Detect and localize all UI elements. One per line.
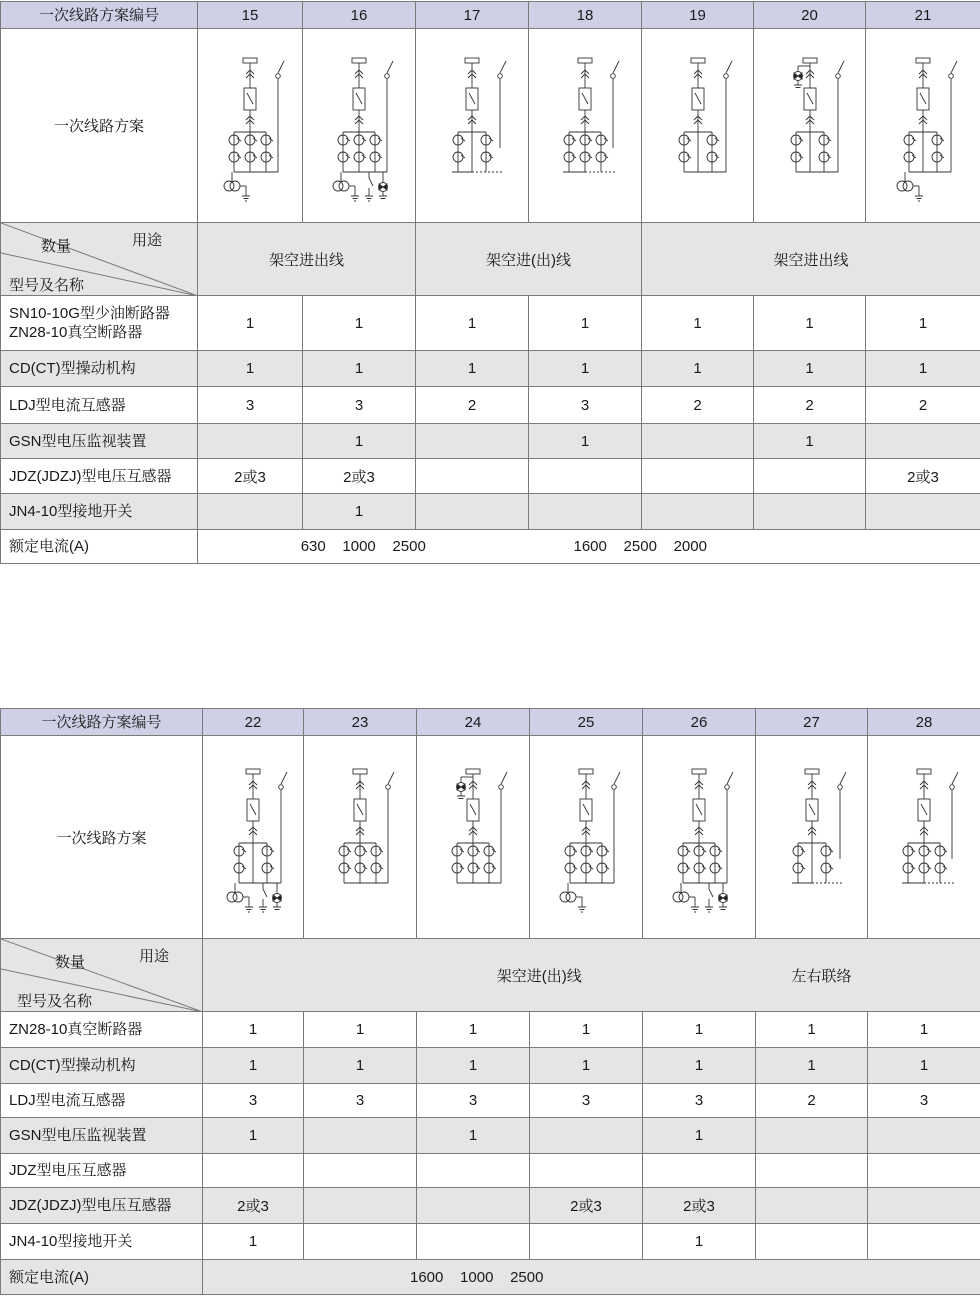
cell-value <box>866 494 980 530</box>
switch-blade-icon <box>952 772 958 784</box>
circuit-diagram-23 <box>304 736 417 939</box>
cell-value <box>756 1154 868 1188</box>
ground-icon <box>273 907 281 910</box>
header-label: 一次线路方案编号 <box>1 709 203 736</box>
cell-value <box>868 1224 980 1260</box>
row-name: SN10-10G型少油断路器 ZN28-10真空断路器 <box>1 296 198 351</box>
table-row <box>1 387 980 424</box>
scheme-number: 24 <box>417 709 530 736</box>
rated-current-value: 1600 2500 2000 <box>529 530 980 564</box>
row-name: GSN型电压监视装置 <box>1 424 198 459</box>
circuit-diagram-25 <box>530 736 643 939</box>
scheme-number: 20 <box>754 2 866 29</box>
rated-current-value: 630 1000 2500 <box>198 530 529 564</box>
ground-icon <box>691 907 699 912</box>
table-row <box>1 296 980 351</box>
cell-value <box>304 1224 417 1260</box>
ground-icon <box>705 907 713 912</box>
scheme-diagram-row <box>1 736 980 939</box>
diagonal-header <box>1 223 198 296</box>
ground-icon <box>351 196 359 201</box>
cell-value: 1 <box>417 1118 530 1154</box>
purpose-cell: 架空进出线 <box>198 223 416 296</box>
cell-value: 1 <box>529 351 642 387</box>
terminal-icon <box>465 58 479 63</box>
terminal-icon <box>353 769 367 774</box>
terminal-icon <box>805 769 819 774</box>
cell-value <box>417 1154 530 1188</box>
voltage-transformer-icon <box>233 892 243 902</box>
switch-contact-icon <box>499 785 504 790</box>
cell-value: 1 <box>198 296 303 351</box>
terminal-icon <box>691 58 705 63</box>
scheme-number: 16 <box>303 2 416 29</box>
cell-value: 1 <box>754 351 866 387</box>
switch-contact-icon <box>725 785 730 790</box>
circuit-diagram-22 <box>203 736 304 939</box>
voltage-transformer-icon <box>224 181 234 191</box>
row-name: 额定电流(A) <box>1 530 198 564</box>
scheme-number: 18 <box>529 2 642 29</box>
cell-value: 1 <box>868 1012 980 1048</box>
cell-value: 1 <box>868 1048 980 1084</box>
terminal-icon <box>579 769 593 774</box>
cell-value: 3 <box>417 1084 530 1118</box>
terminal-icon <box>578 58 592 63</box>
cell-value <box>530 1224 643 1260</box>
table-row <box>1 1118 980 1154</box>
earthing-switch-icon <box>369 178 373 186</box>
cell-value: 2 <box>642 387 754 424</box>
cell-value <box>643 1154 756 1188</box>
terminal-icon <box>803 58 817 63</box>
diag-label-model: 型号及名称 <box>9 277 85 294</box>
diag-label-quantity: 数量 <box>55 954 86 971</box>
table-row <box>1 459 980 494</box>
cell-value <box>416 424 529 459</box>
terminal-icon <box>917 769 931 774</box>
switch-blade-icon <box>613 61 619 73</box>
row-name: ZN28-10真空断路器 <box>1 1012 203 1048</box>
switch-blade-icon <box>840 772 846 784</box>
cell-value: 1 <box>643 1224 756 1260</box>
cell-value <box>529 459 642 494</box>
voltage-transformer-icon <box>679 892 689 902</box>
ground-icon <box>245 907 253 912</box>
cell-value: 1 <box>530 1048 643 1084</box>
voltage-transformer-icon <box>566 892 576 902</box>
row-name: LDJ型电流互感器 <box>1 387 198 424</box>
cell-value: 1 <box>756 1048 868 1084</box>
ground-icon <box>379 196 387 199</box>
voltage-transformer-icon <box>673 892 683 902</box>
cell-value <box>530 1154 643 1188</box>
cell-value: 1 <box>203 1048 304 1084</box>
diag-label-purpose: 用途 <box>139 948 170 965</box>
cell-value <box>866 424 980 459</box>
rated-current-row <box>1 530 980 564</box>
cell-value: 2 <box>754 387 866 424</box>
cell-value <box>868 1154 980 1188</box>
diag-label-quantity: 数量 <box>41 238 72 255</box>
ground-icon <box>457 796 465 799</box>
cell-value: 1 <box>643 1048 756 1084</box>
cell-value <box>304 1118 417 1154</box>
cell-value <box>642 459 754 494</box>
scheme-number: 22 <box>203 709 304 736</box>
scheme-number: 26 <box>643 709 756 736</box>
switch-contact-icon <box>276 73 281 78</box>
cell-value: 1 <box>643 1118 756 1154</box>
switch-contact-icon <box>835 73 840 78</box>
switch-blade-icon <box>388 772 394 784</box>
scheme-number: 25 <box>530 709 643 736</box>
earthing-switch-icon <box>709 889 713 897</box>
cell-value: 1 <box>417 1048 530 1084</box>
cell-value <box>868 1118 980 1154</box>
cell-value: 1 <box>304 1012 417 1048</box>
cell-value: 1 <box>642 296 754 351</box>
circuit-diagram-20 <box>754 29 866 223</box>
switch-contact-icon <box>498 73 503 78</box>
terminal-icon <box>692 769 706 774</box>
cell-value: 1 <box>530 1012 643 1048</box>
scheme-number: 19 <box>642 2 754 29</box>
purpose-cell: 架空进(出)线 <box>416 223 642 296</box>
cell-value: 3 <box>530 1084 643 1118</box>
ground-icon <box>915 196 923 201</box>
cell-value <box>642 494 754 530</box>
header-row <box>1 2 980 29</box>
cell-value <box>756 1224 868 1260</box>
voltage-transformer-icon <box>339 181 349 191</box>
row-name: JDZ型电压互感器 <box>1 1154 203 1188</box>
cell-value: 3 <box>304 1084 417 1118</box>
cell-value: 3 <box>643 1084 756 1118</box>
cell-value <box>868 1188 980 1224</box>
cell-value: 2或3 <box>643 1188 756 1224</box>
switch-blade-icon <box>614 772 620 784</box>
table-row <box>1 1084 980 1118</box>
switch-contact-icon <box>611 73 616 78</box>
switch-blade-icon <box>278 61 284 73</box>
cell-value: 2或3 <box>530 1188 643 1224</box>
purpose-cell: 架空进(出)线 <box>203 939 756 1012</box>
earthing-switch-icon <box>263 889 267 897</box>
diag-label-model: 型号及名称 <box>17 993 93 1010</box>
cell-value: 1 <box>304 1048 417 1084</box>
purpose-cell: 架空进出线 <box>642 223 980 296</box>
switch-blade-icon <box>387 61 393 73</box>
table-row <box>1 1154 980 1188</box>
cell-value: 1 <box>203 1118 304 1154</box>
cell-value: 1 <box>303 494 416 530</box>
scheme-table-1 <box>0 1 980 564</box>
row-name: CD(CT)型操动机构 <box>1 351 198 387</box>
cell-value: 1 <box>303 296 416 351</box>
cell-value <box>198 494 303 530</box>
cell-value: 1 <box>303 424 416 459</box>
cell-value <box>416 494 529 530</box>
scheme-diagram-row <box>1 29 980 223</box>
cell-value <box>756 1118 868 1154</box>
row-name: CD(CT)型操动机构 <box>1 1048 203 1084</box>
terminal-icon <box>916 58 930 63</box>
switch-blade-icon <box>501 772 507 784</box>
switch-blade-icon <box>726 61 732 73</box>
voltage-transformer-icon <box>333 181 343 191</box>
purpose-row <box>1 223 980 296</box>
terminal-icon <box>243 58 257 63</box>
rated-current-row <box>1 1260 980 1295</box>
switch-contact-icon <box>837 785 842 790</box>
cell-value <box>417 1224 530 1260</box>
table-row <box>1 1048 980 1084</box>
cell-value: 1 <box>529 296 642 351</box>
circuit-diagram-18 <box>529 29 642 223</box>
ground-icon <box>719 907 727 910</box>
circuit-diagram-17 <box>416 29 529 223</box>
purpose-cell: 左右联络 <box>756 939 980 1012</box>
cell-value <box>417 1188 530 1224</box>
table-row <box>1 424 980 459</box>
cell-value: 1 <box>643 1012 756 1048</box>
cell-value <box>198 424 303 459</box>
cell-value <box>754 494 866 530</box>
ground-icon <box>259 907 267 912</box>
cell-value: 1 <box>416 351 529 387</box>
header-row <box>1 709 980 736</box>
table-row <box>1 1224 980 1260</box>
terminal-icon <box>466 769 480 774</box>
cell-value <box>754 459 866 494</box>
cell-value <box>530 1118 643 1154</box>
circuit-diagram-19 <box>642 29 754 223</box>
diagonal-header <box>1 939 203 1012</box>
cell-value: 1 <box>754 424 866 459</box>
cell-value: 1 <box>303 351 416 387</box>
table-row <box>1 1188 980 1224</box>
scheme-label: 一次线路方案 <box>1 736 203 939</box>
cell-value: 3 <box>203 1084 304 1118</box>
cell-value: 2或3 <box>303 459 416 494</box>
cell-value: 3 <box>868 1084 980 1118</box>
row-name: JN4-10型接地开关 <box>1 494 198 530</box>
switch-blade-icon <box>727 772 733 784</box>
voltage-transformer-icon <box>227 892 237 902</box>
cell-value <box>203 1154 304 1188</box>
diag-label-purpose: 用途 <box>132 232 163 249</box>
cell-value: 1 <box>866 351 980 387</box>
row-name: LDJ型电流互感器 <box>1 1084 203 1118</box>
circuit-diagram-27 <box>756 736 868 939</box>
cell-value <box>416 459 529 494</box>
row-name: JDZ(JDZJ)型电压互感器 <box>1 459 198 494</box>
row-name: JN4-10型接地开关 <box>1 1224 203 1260</box>
switch-blade-icon <box>951 61 957 73</box>
cell-value <box>304 1154 417 1188</box>
cell-value: 1 <box>203 1224 304 1260</box>
switch-contact-icon <box>949 73 954 78</box>
scheme-number: 28 <box>868 709 980 736</box>
row-name: GSN型电压监视装置 <box>1 1118 203 1154</box>
ground-icon <box>578 907 586 912</box>
cell-value <box>529 494 642 530</box>
switch-blade-icon <box>281 772 287 784</box>
switch-contact-icon <box>385 73 390 78</box>
voltage-transformer-icon <box>897 181 907 191</box>
circuit-diagram-24 <box>417 736 530 939</box>
cell-value: 2 <box>866 387 980 424</box>
header-label: 一次线路方案编号 <box>1 2 198 29</box>
row-name: JDZ(JDZJ)型电压互感器 <box>1 1188 203 1224</box>
cell-value: 1 <box>529 424 642 459</box>
switch-contact-icon <box>279 785 284 790</box>
scheme-number: 21 <box>866 2 980 29</box>
rated-current-value: 1600 1000 2500 <box>203 1260 980 1295</box>
switch-contact-icon <box>950 785 955 790</box>
cell-value: 2或3 <box>866 459 980 494</box>
cell-value: 1 <box>416 296 529 351</box>
row-name: 额定电流(A) <box>1 1260 203 1295</box>
voltage-transformer-icon <box>903 181 913 191</box>
cell-value: 1 <box>642 351 754 387</box>
terminal-icon <box>352 58 366 63</box>
table-row <box>1 351 980 387</box>
cell-value: 2或3 <box>198 459 303 494</box>
switch-contact-icon <box>723 73 728 78</box>
cell-value: 1 <box>198 351 303 387</box>
scheme-number: 23 <box>304 709 417 736</box>
circuit-diagram-16 <box>303 29 416 223</box>
scheme-number: 17 <box>416 2 529 29</box>
table-row <box>1 494 980 530</box>
table-row <box>1 1012 980 1048</box>
ground-icon <box>794 85 802 88</box>
circuit-diagram-15 <box>198 29 303 223</box>
switch-blade-icon <box>500 61 506 73</box>
purpose-row <box>1 939 980 1012</box>
scheme-table-2 <box>0 708 980 1295</box>
cell-value: 2 <box>756 1084 868 1118</box>
circuit-diagram-28 <box>868 736 980 939</box>
cell-value: 3 <box>529 387 642 424</box>
scheme-label: 一次线路方案 <box>1 29 198 223</box>
cell-value <box>304 1188 417 1224</box>
ground-icon <box>365 196 373 201</box>
voltage-transformer-icon <box>230 181 240 191</box>
cell-value: 1 <box>866 296 980 351</box>
cell-value: 3 <box>303 387 416 424</box>
terminal-icon <box>246 769 260 774</box>
scheme-number: 15 <box>198 2 303 29</box>
circuit-diagram-26 <box>643 736 756 939</box>
cell-value: 1 <box>417 1012 530 1048</box>
cell-value: 1 <box>203 1012 304 1048</box>
cell-value <box>756 1188 868 1224</box>
circuit-diagram-21 <box>866 29 980 223</box>
switch-contact-icon <box>612 785 617 790</box>
voltage-transformer-icon <box>560 892 570 902</box>
switch-contact-icon <box>386 785 391 790</box>
cell-value: 2或3 <box>203 1188 304 1224</box>
cell-value: 2 <box>416 387 529 424</box>
scheme-number: 27 <box>756 709 868 736</box>
switch-blade-icon <box>838 61 844 73</box>
cell-value: 1 <box>756 1012 868 1048</box>
cell-value <box>642 424 754 459</box>
cell-value: 1 <box>754 296 866 351</box>
cell-value: 3 <box>198 387 303 424</box>
ground-icon <box>242 196 250 201</box>
